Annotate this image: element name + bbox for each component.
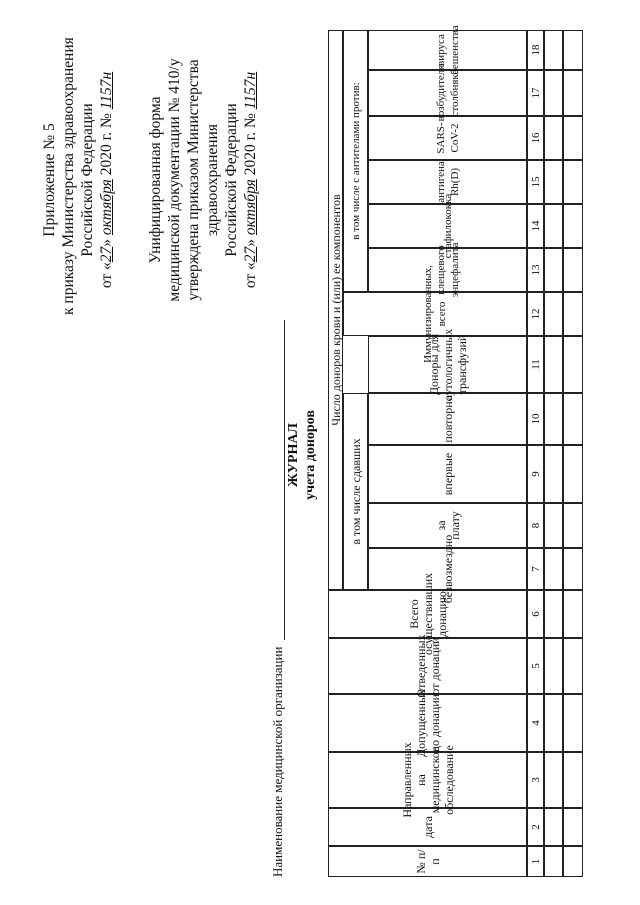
col-header-5-text: Отведенных от донации	[413, 634, 442, 698]
form-date-mid: »	[242, 238, 259, 247]
form-line-3: утверждена приказом Министерства	[185, 59, 202, 301]
data-row-1-cell-17	[544, 70, 563, 116]
col-header-14	[368, 193, 527, 259]
data-row-1-cell-15	[544, 160, 563, 204]
appendix-order-line: к приказу Министерства здравоохранения	[60, 37, 77, 315]
col-number-11	[527, 336, 544, 393]
col-number-2-text: 2	[529, 824, 542, 830]
data-row-2-cell-9	[563, 445, 583, 503]
col-number-13	[527, 248, 544, 292]
col-header-immunized-text: Иммунизированных, всего	[422, 265, 448, 363]
data-row-1-cell-5	[544, 638, 563, 694]
col-number-5	[527, 638, 544, 694]
col-header-18-text: вируса бешенства	[434, 25, 461, 75]
col-number-3	[527, 752, 544, 808]
col-header-18	[368, 25, 527, 75]
col-header-11-text: Доноры для аутологичных трансфузий	[426, 328, 469, 401]
data-row-2-cell-15	[563, 160, 583, 204]
col-number-7-text: 7	[529, 566, 542, 572]
data-row-2-cell-13	[563, 248, 583, 292]
data-row-1-cell-4	[544, 694, 563, 752]
data-row-1-cell-2	[544, 808, 563, 846]
data-row-1-cell-7	[544, 548, 563, 590]
col-number-4-text: 4	[529, 720, 542, 726]
date-month: октября	[98, 179, 115, 236]
data-row-2-cell-1	[563, 846, 583, 877]
col-number-2	[527, 808, 544, 846]
data-row-2-cell-11	[563, 336, 583, 393]
col-header-17	[368, 64, 527, 122]
group-header-incl-antibodies	[343, 30, 368, 292]
data-row-1-cell-3	[544, 752, 563, 808]
col-number-10-text: 10	[529, 413, 542, 425]
form-line-2: медицинской документации № 410/у	[166, 58, 183, 302]
data-row-2-cell-12	[563, 292, 583, 336]
col-number-1	[527, 846, 544, 877]
col-header-17-text: возбудителя столбняка	[434, 64, 461, 122]
data-row-1-cell-14	[544, 204, 563, 248]
col-header-1-text: № п/п	[413, 849, 442, 874]
col-header-4-text: Допущенных до донации	[413, 688, 442, 758]
col-header-8	[368, 503, 527, 548]
col-number-12-text: 12	[529, 308, 542, 320]
journal-subtitle: учета доноров	[303, 410, 318, 500]
col-number-11-text: 11	[529, 359, 542, 370]
col-header-11	[368, 328, 527, 401]
col-header-7	[368, 534, 527, 604]
order-number: 1157н	[98, 71, 115, 110]
org-name-label: Наименование медицинской организации	[270, 646, 285, 877]
col-header-6-text: Всего осуществивших донацию	[406, 572, 449, 656]
col-number-17-text: 17	[529, 87, 542, 99]
date-prefix: от «	[98, 262, 115, 289]
data-row-1-cell-18	[544, 30, 563, 70]
col-header-13-text: клещевого энцефалита	[434, 242, 461, 298]
data-row-1-cell-12	[544, 292, 563, 336]
data-row-2-cell-7	[563, 548, 583, 590]
col-number-15	[527, 160, 544, 204]
group-header-incl-donating-text: в том числе сдавших	[348, 438, 363, 545]
data-row-2-cell-17	[563, 70, 583, 116]
col-header-6	[328, 572, 527, 656]
col-header-9	[368, 445, 527, 503]
col-number-8	[527, 503, 544, 548]
col-header-3	[328, 742, 527, 818]
data-row-2-cell-18	[563, 30, 583, 70]
col-number-4	[527, 694, 544, 752]
appendix-title: Приложение № 5	[41, 123, 58, 237]
form-order-number: 1157н	[242, 71, 259, 110]
col-header-9-text: впервые	[440, 452, 455, 496]
form-date-year: 2020 г. №	[242, 113, 259, 176]
col-number-7	[527, 548, 544, 590]
col-header-15	[368, 160, 527, 204]
col-number-6-text: 6	[529, 611, 542, 617]
data-row-2-cell-4	[563, 694, 583, 752]
col-header-1	[328, 846, 527, 877]
col-number-3-text: 3	[529, 777, 542, 783]
form-date-month: октября	[242, 179, 259, 236]
data-row-2-cell-2	[563, 808, 583, 846]
col-header-14-text: стафилококка	[441, 193, 454, 259]
col-number-18-text: 18	[529, 44, 542, 56]
col-number-13-text: 13	[529, 264, 542, 276]
col-header-3-text: Направленных на медицинское обследование	[399, 742, 456, 818]
group-header-incl-donating	[343, 393, 368, 590]
data-row-1-cell-10	[544, 393, 563, 445]
col-number-17	[527, 70, 544, 116]
col-header-7-text: безвозмездно	[440, 534, 455, 604]
date-mid: »	[98, 238, 115, 247]
data-row-1-cell-1	[544, 846, 563, 877]
journal-title: ЖУРНАЛ	[286, 423, 301, 487]
col-header-16-text: SARS-CoV-2	[434, 122, 461, 154]
date-year: 2020 г. №	[98, 113, 115, 176]
col-number-14	[527, 204, 544, 248]
form-line-1: Унифицированная форма	[147, 96, 164, 264]
data-row-1-cell-6	[544, 590, 563, 638]
col-header-16	[368, 116, 527, 160]
col-number-1-text: 1	[529, 858, 542, 865]
data-row-2-cell-14	[563, 204, 583, 248]
form-line-5: Российской Федерации	[223, 103, 240, 257]
col-number-14-text: 14	[529, 220, 542, 232]
col-header-10	[368, 393, 527, 445]
data-row-2-cell-10	[563, 393, 583, 445]
date-day: 27	[98, 246, 115, 263]
col-number-9-text: 9	[529, 471, 542, 477]
col-number-5-text: 5	[529, 663, 542, 669]
data-row-1-cell-8	[544, 503, 563, 548]
form-date-prefix: от «	[242, 262, 259, 289]
col-number-8-text: 8	[529, 522, 542, 529]
data-row-2-cell-8	[563, 503, 583, 548]
col-number-18	[527, 30, 544, 70]
col-number-15-text: 15	[529, 176, 542, 188]
data-row-2-cell-16	[563, 116, 583, 160]
data-row-1-cell-13	[544, 248, 563, 292]
data-row-2-cell-6	[563, 590, 583, 638]
col-header-2-text: дата	[420, 816, 435, 838]
col-header-8-text: за плату	[433, 511, 462, 540]
group-header-incl-antibodies-text: в том числе с антителами против:	[349, 82, 362, 240]
group-header-donors	[328, 30, 343, 590]
col-number-16	[527, 116, 544, 160]
col-number-6	[527, 590, 544, 638]
col-number-16-text: 16	[529, 132, 542, 144]
appendix-federation: Российской Федерации	[79, 103, 96, 257]
group-header-donors-text: Число доноров крови и (или) ее компонентов	[328, 194, 343, 426]
form-line-4: здравоохранения	[204, 124, 221, 236]
col-header-10-text: повторно	[440, 395, 455, 443]
data-row-1-cell-16	[544, 116, 563, 160]
form-date-day: 27	[242, 246, 259, 263]
col-header-15-text: антигена Rh(D)	[434, 161, 461, 203]
col-header-4	[328, 688, 527, 758]
data-row-2-cell-3	[563, 752, 583, 808]
col-number-12	[527, 292, 544, 336]
col-number-9	[527, 445, 544, 503]
col-number-10	[527, 393, 544, 445]
data-row-2-cell-5	[563, 638, 583, 694]
data-row-1-cell-9	[544, 445, 563, 503]
data-row-1-cell-11	[544, 336, 563, 393]
